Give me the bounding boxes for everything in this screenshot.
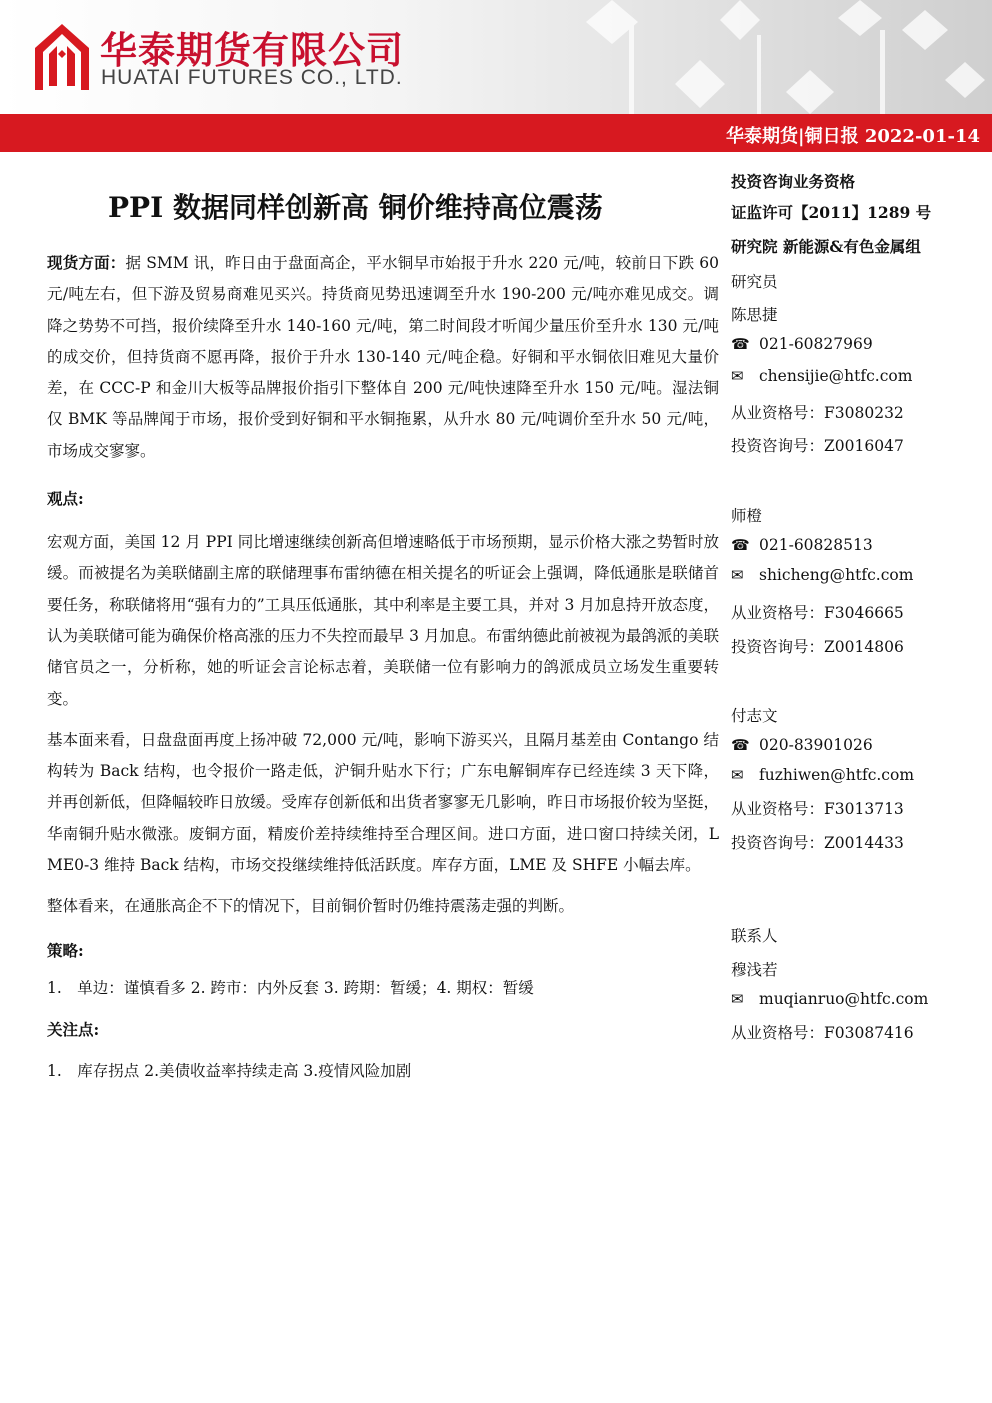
report-date-label: 华泰期货|铜日报 2022-01-14 xyxy=(726,126,980,147)
liaison-email[interactable] xyxy=(731,990,928,1008)
phone-icon: ☎ xyxy=(731,536,750,554)
focus-text: 1. 库存拐点 2.美债收益率持续走高 3.疫情风险加剧 xyxy=(47,1061,412,1080)
analyst-phone xyxy=(731,736,873,754)
analyst-advisory: 投资咨询号：Z0014433 xyxy=(731,834,904,852)
researcher-label: 研究员 xyxy=(731,273,778,291)
phone-icon: ☎ xyxy=(731,335,750,353)
liaison-name: 穆浅若 xyxy=(731,961,778,979)
email-address[interactable]: chensijie@htfc.com xyxy=(759,367,913,385)
license-line: 证监许可【2011】1289 号 xyxy=(731,203,932,222)
analyst-cert: 从业资格号：F3080232 xyxy=(731,404,904,422)
view-heading: 观点: xyxy=(47,489,84,509)
strategy-heading: 策略: xyxy=(47,940,84,960)
focus-heading: 关注点: xyxy=(47,1019,100,1039)
company-name-en: HUATAI FUTURES CO., LTD. xyxy=(101,66,403,89)
analyst-email[interactable] xyxy=(731,367,912,385)
mail-icon: ✉ xyxy=(731,566,744,584)
header-decoration xyxy=(560,0,992,114)
analyst-phone xyxy=(731,335,873,353)
company-name-cn: 华泰期货有限公司 xyxy=(100,29,404,72)
mail-icon: ✉ xyxy=(731,990,744,1008)
analyst-advisory: 投资咨询号：Z0014806 xyxy=(731,638,904,656)
spot-text: 据 SMM 讯，昨日由于盘面高企，平水铜早市始报于升水 220 元/吨，较前日下跌 60 元/吨左右，但下游及贸易商难见买兴。持货商见势迅速调至升水 190-200 元/吨亦难见成交。调降之势势不可挡，报价续降至升水 140-160 元/吨，第二时间段才听闻少量压价至升水 130 元/吨的成交价，但持货商不愿再降，报价于升水 130-140 元/吨企稳。好铜和平水铜依旧难见大量价差，在 CCC-P 和金川大板等品牌报价指引下整体自 200 元/吨快速降至升水 150 元/吨。湿法铜仅 BMK 等品牌闻于市场，报价受到好铜和平水铜拖累，从升水 80 元/吨调价至升水 50 元/吨，市场成交寥寥。 xyxy=(47,254,719,460)
analyst-email[interactable] xyxy=(731,766,914,784)
analyst-cert: 从业资格号：F3046665 xyxy=(731,604,904,622)
fundamental-paragraph: 基本面来看，日盘盘面再度上扬冲破 72,000 元/吨，影响下游买兴，且隔月基差由 Contango 结构转为 Back 结构，也令报价一路走低，沪铜升贴水下行；广东电解铜库存已经连续 3 天下降，并再创新低，但降幅较昨日放缓。受库存创新低和出货者寥寥无几影响，昨日市场报价较为坚挺，华南铜升贴水微涨。废铜方面，精废价差持续维持至合理区间。进口方面，进口窗口持续关闭，LME0-3 维持 Back 结构，市场交投继续维持低活跃度。库存方面，LME 及 SHFE 小幅去库。 xyxy=(47,730,719,875)
phone-number: 021-60827969 xyxy=(759,335,873,353)
huatai-logo-icon xyxy=(35,24,89,90)
macro-paragraph: 宏观方面，美国 12 月 PPI 同比增速继续创新高但增速略低于市场预期，显示价格大涨之势暂时放缓。而被提名为美联储副主席的联储理事布雷纳德在相关提名的听证会上强调，降低通胀是联储首要任务，称联储将用“强有力的”工具压低通胀，其中利率是主要工具，并对 3 月加息持开放态度，认为美联储可能为确保价格高涨的压力不失控而最早 3 月加息。布雷纳德此前被视为最鸽派的美联储官员之一，分析称，她的听证会言论标志着，美联储一位有影响力的鸽派成员立场发生重要转变。 xyxy=(47,533,719,708)
mail-icon: ✉ xyxy=(731,367,744,385)
mail-icon: ✉ xyxy=(731,766,744,784)
analyst-cert: 从业资格号：F3013713 xyxy=(731,800,904,818)
analyst-name: 付志文 xyxy=(731,707,778,725)
analyst-email[interactable] xyxy=(731,566,913,584)
report-title: PPI 数据同样创新高 铜价维持高位震荡 xyxy=(108,191,603,224)
spot-label: 现货方面： xyxy=(47,253,126,272)
phone-icon: ☎ xyxy=(731,736,750,754)
analyst-name: 陈思捷 xyxy=(731,306,778,324)
qualification-line: 投资咨询业务资格 xyxy=(731,172,856,191)
main-content xyxy=(47,247,719,1087)
analyst-advisory: 投资咨询号：Z0016047 xyxy=(731,437,904,455)
overall-paragraph: 整体看来，在通胀高企不下的情况下，目前铜价暂时仍维持震荡走强的判断。 xyxy=(47,897,575,916)
liaison-label: 联系人 xyxy=(731,927,778,945)
department-line: 研究院 新能源&有色金属组 xyxy=(731,237,921,256)
email-address[interactable]: shicheng@htfc.com xyxy=(759,566,914,584)
spot-paragraph xyxy=(47,247,719,467)
analyst-phone xyxy=(731,536,873,554)
report-bar xyxy=(0,114,992,152)
phone-number: 021-60828513 xyxy=(759,536,873,554)
email-address[interactable]: fuzhiwen@htfc.com xyxy=(759,766,915,784)
email-address[interactable]: muqianruo@htfc.com xyxy=(759,990,929,1008)
phone-number: 020-83901026 xyxy=(759,736,873,754)
analyst-name: 师橙 xyxy=(731,507,763,525)
page-header xyxy=(0,0,992,114)
liaison-cert: 从业资格号：F03087416 xyxy=(731,1024,914,1042)
strategy-text: 1. 单边：谨慎看多 2. 跨市：内外反套 3. 跨期：暂缓；4. 期权：暂缓 xyxy=(47,978,534,997)
